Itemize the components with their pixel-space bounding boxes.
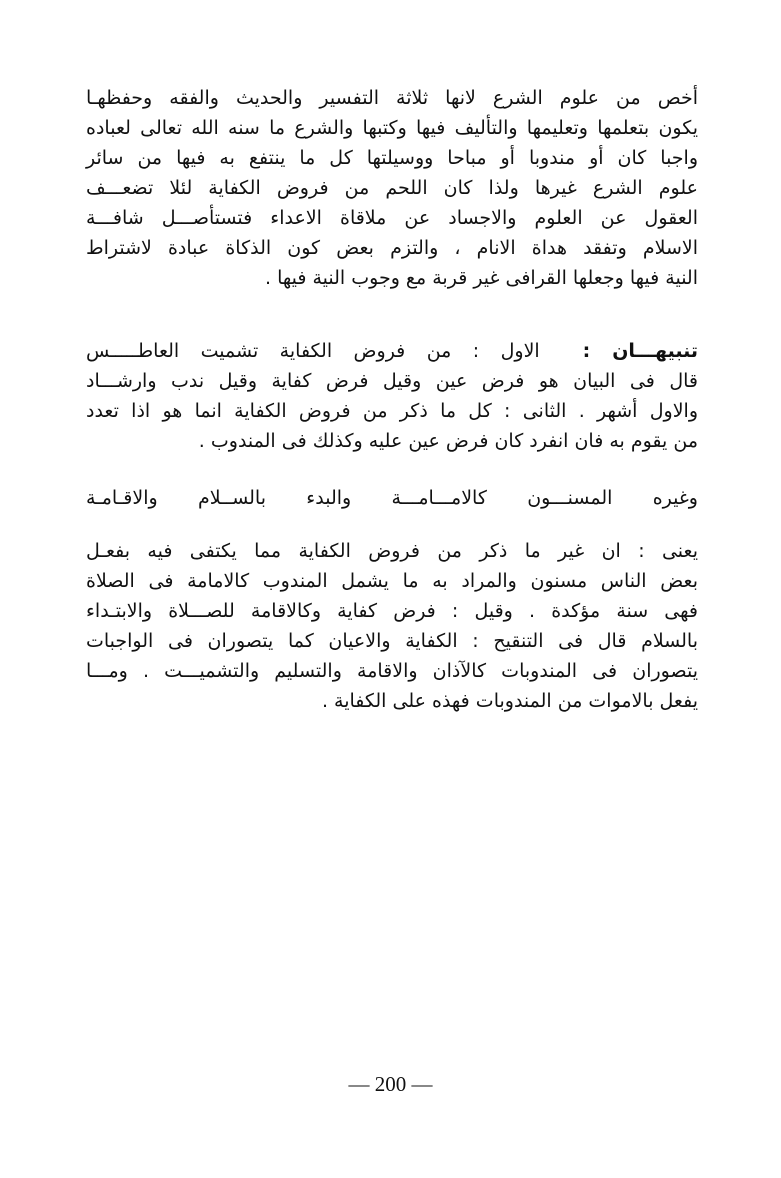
text-line: علوم الشرع غيرها ولذا كان اللحم من فروض الكفاية لئلا تضعـــف: [86, 177, 698, 199]
text-line: بعض الناس مسنون والمراد به ما يشمل المندوب كالامامة فى الصلاة: [86, 570, 698, 592]
text-line: يعنى : ان غير ما ذكر من فروض الكفاية مما يكتفى فيه بفعـل: [86, 540, 698, 562]
text-line: العقول عن العلوم والاجساد عن ملاقاة الاعداء فتستأصـــل شافـــة: [86, 207, 698, 229]
paragraph-1: [86, 83, 698, 293]
section-heading: تنبيهـــان :: [582, 340, 698, 362]
text-line: يتصوران فى المندوبات كالآذان والاقامة والتسليم والتشميـــت . ومـــا: [86, 660, 698, 682]
text-line: بالسلام قال فى التنقيح : الكفاية والاعيان كما يتصوران فى الواجبات: [86, 630, 698, 652]
text-line: يفعل بالاموات من المندوبات فهذه على الكفاية .: [321, 690, 698, 712]
text-line: فهى سنة مؤكدة . وقيل : فرض كفاية وكالاقامة للصـــلاة والابتـداء: [86, 600, 698, 622]
verse-line: وغيره المسنـــون كالامـــامـــة والبدء بالســلام والاقـامـة: [86, 487, 698, 509]
text-line: النية فيها وجعلها القرافى غير قربة مع وجوب النية فيها .: [265, 267, 698, 289]
verse: [86, 483, 698, 513]
text-line: أخص من علوم الشرع لانها ثلاثة التفسير والحديث والفقه وحفظهـا: [86, 87, 698, 109]
text-line: واجبا كان أو مندوبا أو مباحا ووسيلتها كل ما ينتفع به فيها من سائر: [86, 147, 698, 169]
page-number: — 200 —: [348, 1072, 433, 1096]
text-line: الاسلام وتفقد هداة الانام ، والتزم بعض كون الذكاة عبادة لاشتراط: [86, 237, 698, 259]
paragraph-2: [86, 336, 698, 456]
heading-line-text: الاول : من فروض الكفاية تشميت العاطـــــس: [86, 340, 540, 362]
text-line: والاول أشهر . الثانى : كل ما ذكر من فروض الكفاية انما هو اذا تعدد: [86, 400, 698, 422]
text-line: يكون بتعلمها وتعليمها والتأليف فيها وكتبها والشرع ما سنه الله تعالى لعباده: [86, 117, 698, 139]
heading-line: [86, 336, 698, 366]
text-line: قال فى البيان هو فرض عين وقيل فرض كفاية وقيل ندب وارشـــاد: [86, 370, 698, 392]
text-line: من يقوم به فان انفرد كان فرض عين عليه وكذلك فى المندوب .: [198, 430, 698, 452]
paragraph-3: [86, 536, 698, 716]
